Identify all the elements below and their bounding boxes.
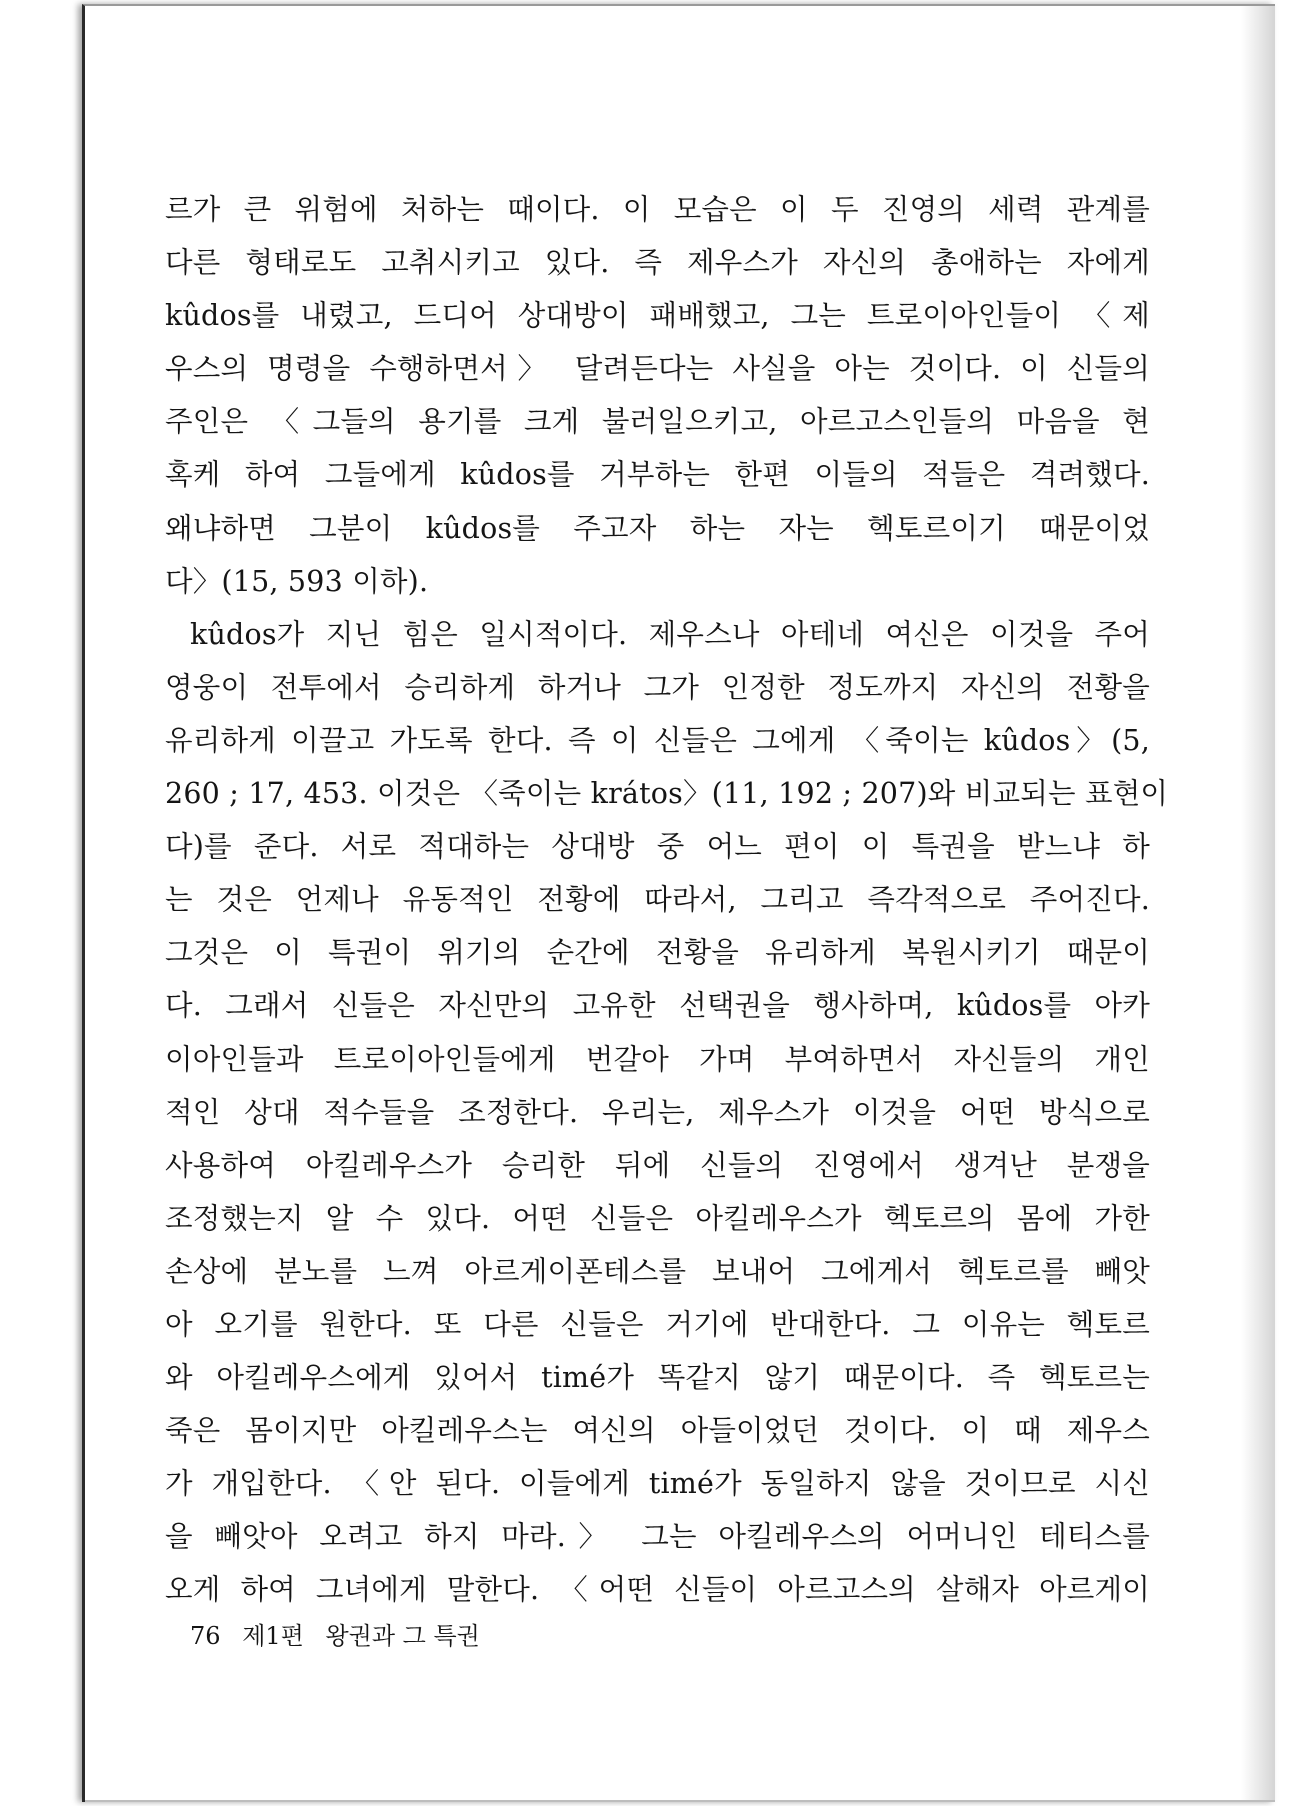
text-line: 아 오기를 원한다. 또 다른 신들은 거기에 반대한다. 그 이유는 헥토르 — [165, 1307, 1150, 1341]
text-line: 왜냐하면 그분이 kûdos를 주고자 하는 자는 헥토르이기 때문이었 — [165, 511, 1150, 545]
text-line: 우스의 명령을 수행하면서〉 달려든다는 사실을 아는 것이다. 이 신들의 — [165, 352, 1150, 386]
text-line: 죽은 몸이지만 아킬레우스는 여신의 아들이었던 것이다. 이 때 제우스 — [165, 1414, 1150, 1448]
text-line: 손상에 분노를 느껴 아르게이폰테스를 보내어 그에게서 헥토르를 빼앗 — [165, 1254, 1150, 1288]
text-line: 을 빼앗아 오려고 하지 마라.〉 그는 아킬레우스의 어머니인 테티스를 — [165, 1520, 1150, 1554]
text-line: 이아인들과 트로이아인들에게 번갈아 가며 부여하면서 자신들의 개인 — [165, 1042, 1150, 1076]
text-line: 260 ; 17, 453. 이것은 〈죽이는 krátos〉(11, 192 ; 207)와 비교되는 표현이 — [165, 777, 1169, 811]
part-label: 제1편 — [242, 1622, 304, 1650]
page-edge — [0, 0, 82, 1806]
running-title: 왕권과 그 특권 — [325, 1622, 480, 1650]
body-text — [165, 183, 1169, 1617]
text-line: 조정했는지 알 수 있다. 어떤 신들은 아킬레우스가 헥토르의 몸에 가한 — [165, 1201, 1150, 1235]
text-line: 르가 큰 위험에 처하는 때이다. 이 모습은 이 두 진영의 세력 관계를 — [165, 193, 1150, 226]
paragraph-first-line: kûdos가 지닌 힘은 일시적이다. 제우스나 아테네 여신은 이것을 주어 — [190, 617, 1150, 651]
page-footer — [190, 1616, 494, 1651]
text-line: 는 것은 언제나 유동적인 전황에 따라서, 그리고 즉각적으로 주어진다. — [165, 883, 1150, 917]
page-curl-shade — [1241, 6, 1275, 1802]
text-line: 적인 상대 적수들을 조정한다. 우리는, 제우스가 이것을 어떤 방식으로 — [165, 1095, 1150, 1129]
text-line: 가 개입한다. 〈안 된다. 이들에게 timé가 동일하지 않을 것이므로 시신 — [165, 1467, 1150, 1501]
page-number: 76 — [190, 1622, 221, 1650]
text-line: 다. 그래서 신들은 자신만의 고유한 선택권을 행사하며, kûdos를 아카 — [165, 989, 1150, 1023]
text-line: 그것은 이 특권이 위기의 순간에 전황을 유리하게 복원시키기 때문이 — [165, 936, 1150, 970]
text-line: 혹케 하여 그들에게 kûdos를 거부하는 한편 이들의 적들은 격려했다. — [165, 458, 1150, 492]
text-line: 다〉(15, 593 이하). — [165, 564, 429, 598]
text-line: 다른 형태로도 고취시키고 있다. 즉 제우스가 자신의 총애하는 자에게 — [165, 246, 1150, 280]
text-line: 유리하게 이끌고 가도록 한다. 즉 이 신들은 그에게 〈죽이는 kûdos〉(5, — [165, 723, 1150, 757]
text-line: 오게 하여 그녀에게 말한다. 〈어떤 신들이 아르고스의 살해자 아르게이 — [165, 1573, 1150, 1607]
text-line: 다)를 준다. 서로 적대하는 상대방 중 어느 편이 이 특권을 받느냐 하 — [165, 830, 1150, 864]
text-line: 사용하여 아킬레우스가 승리한 뒤에 신들의 진영에서 생겨난 분쟁을 — [165, 1148, 1150, 1182]
text-line: 와 아킬레우스에게 있어서 timé가 똑같지 않기 때문이다. 즉 헥토르는 — [165, 1361, 1150, 1395]
page-bottom-edge — [85, 1800, 1275, 1802]
text-line: 영웅이 전투에서 승리하게 하거나 그가 인정한 정도까지 자신의 전황을 — [165, 670, 1150, 704]
text-line: kûdos를 내렸고, 드디어 상대방이 패배했고, 그는 트로이아인들이 〈제 — [165, 299, 1150, 333]
text-line: 주인은 〈그들의 용기를 크게 불러일으키고, 아르고스인들의 마음을 현 — [165, 405, 1150, 439]
